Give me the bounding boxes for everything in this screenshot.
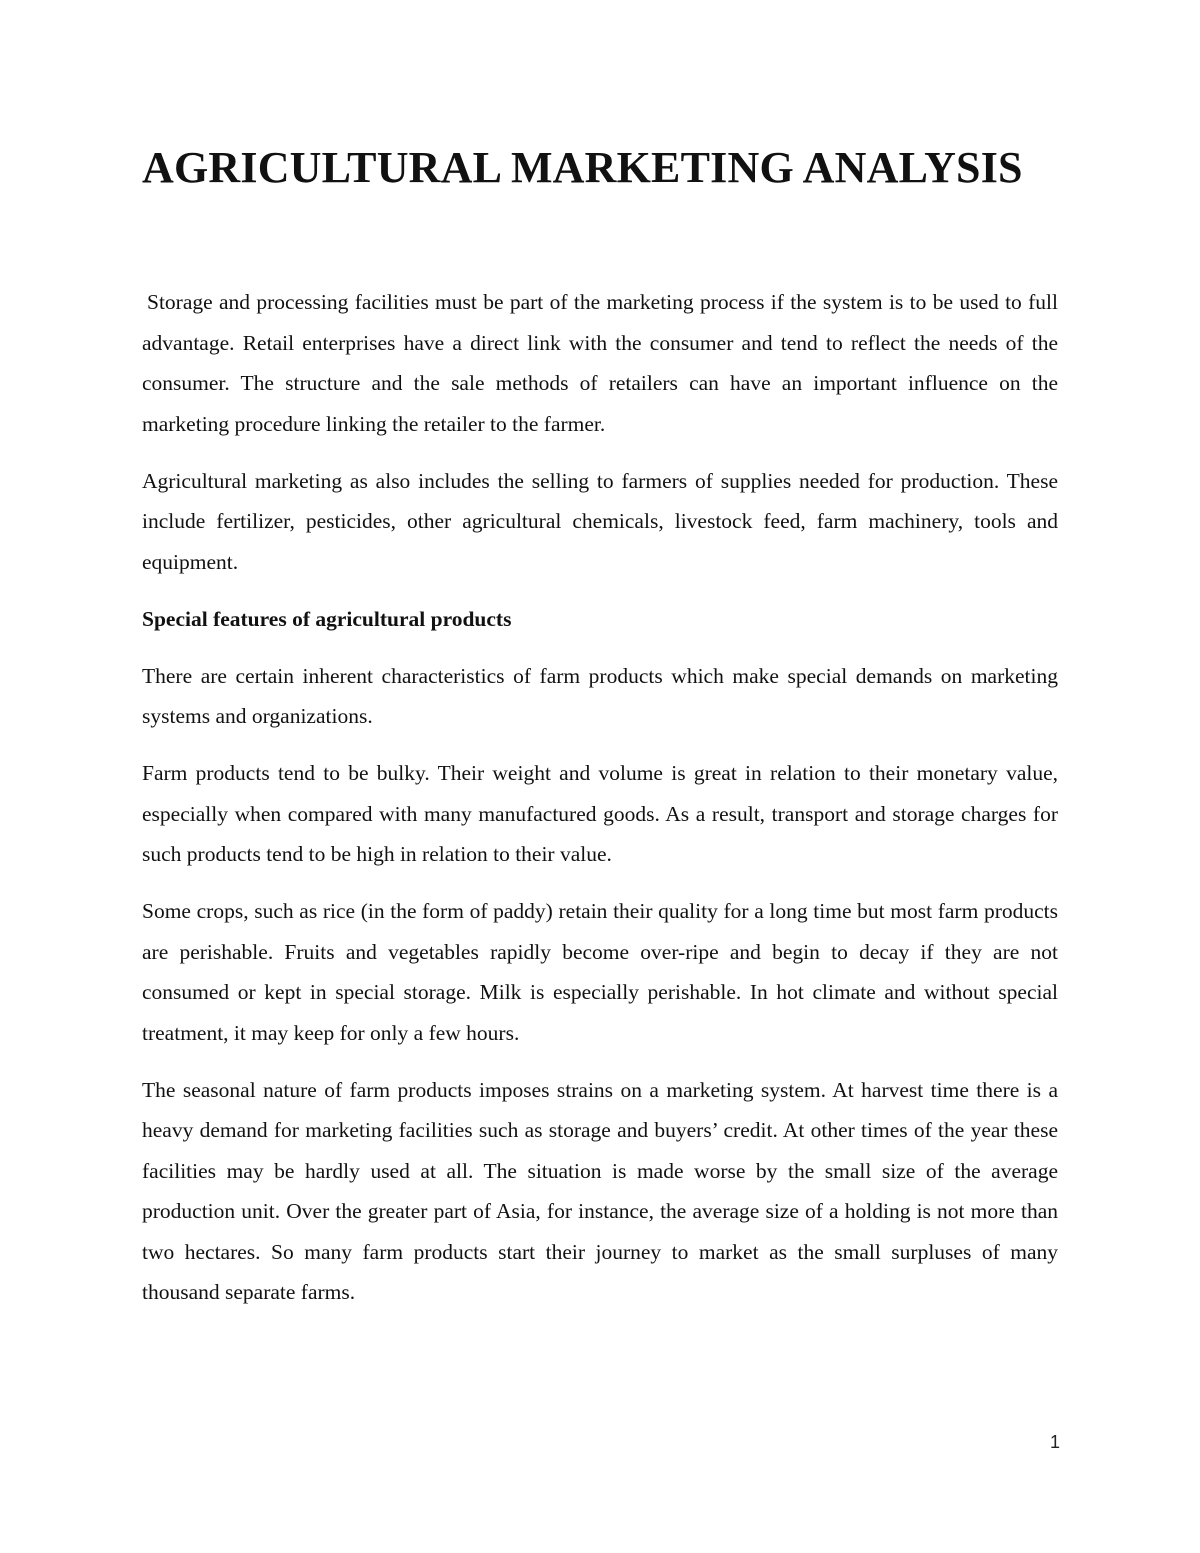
paragraph-seasonal-nature: The seasonal nature of farm products imposes strains on a marketing system. At harvest time there is a heavy demand for marketing facilities such as storage and buyers’ credit. At other times of the year these facilities may be hardly used at all. The situation is made worse by the small size of the average production unit. Over the greater part of Asia, for instance, the average size of a holding is not more than two hectares. So many farm products start their journey to market as the small surpluses of many thousand separate farms. <box>142 1077 1058 1304</box>
document-body <box>142 282 1058 1329</box>
paragraph-perishable-products: Some crops, such as rice (in the form of paddy) retain their quality for a long time but most farm products are perishable. Fruits and vegetables rapidly become over-ripe and begin to decay if they are not consumed or kept in special storage. Milk is especially perishable. In hot climate and without special treatment, it may keep for only a few hours. <box>142 899 1058 1045</box>
paragraph-bulky-products: Farm products tend to be bulky. Their weight and volume is great in relation to their monetary value, especially when compared with many manufactured goods. As a result, transport and storage charges for such products tend to be high in relation to their value. <box>142 761 1058 866</box>
paragraph-farm-supplies: Agricultural marketing as also includes the selling to farmers of supplies needed for production. These include fertilizer, pesticides, other agricultural chemicals, livestock feed, farm machinery, tools and equipment. <box>142 468 1058 574</box>
section-heading: Special features of agricultural products <box>142 606 512 631</box>
paragraph-inherent-characteristics: There are certain inherent characteristics of farm products which make special demands on marketing systems and organizations. <box>142 663 1058 728</box>
paragraph-storage-processing: Storage and processing facilities must be part of the marketing process if the system is to be used to full advantage. Retail enterprises have a direct link with the consumer and tend to reflect the needs of the consumer. The structure and the sale methods of retailers can have an important influence on the marketing procedure linking the retailer to the farmer. <box>142 290 1058 436</box>
page-title: AGRICULTURAL MARKETING ANALYSIS <box>142 143 1023 192</box>
page-number: 1 <box>1049 1432 1060 1452</box>
